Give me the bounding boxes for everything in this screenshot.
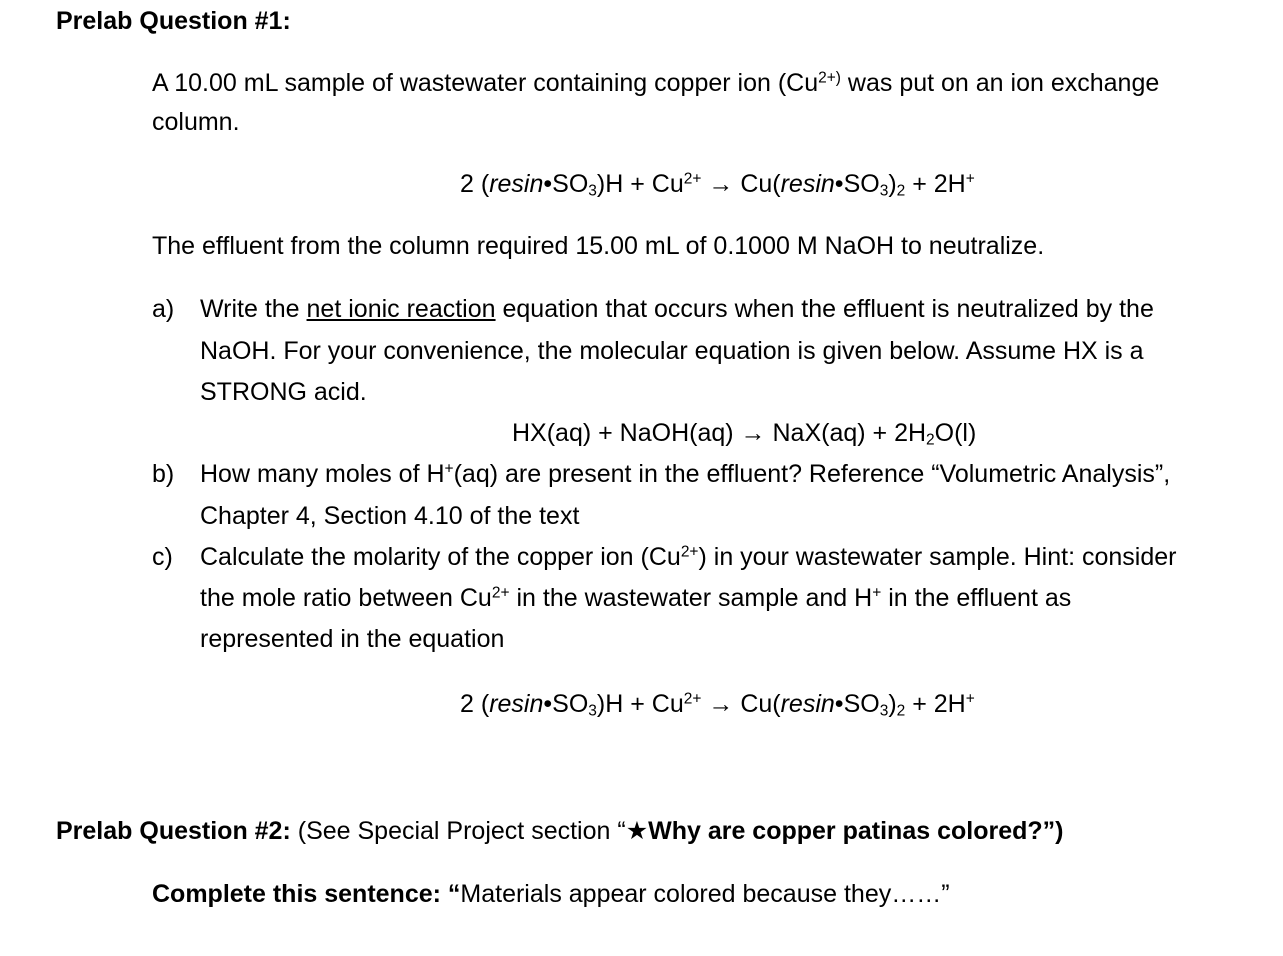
mol-eq-pre: HX(aq) + NaOH(aq) → NaX(aq) + 2H xyxy=(512,419,927,447)
question-1-title-text: Prelab Question #1: xyxy=(56,7,291,35)
intro-line-2 xyxy=(152,110,240,135)
part-c-line-2 xyxy=(200,586,1071,611)
part-c-l1-pre: Calculate the molarity of the copper ion (Cu xyxy=(200,543,681,571)
eq1-sub3-2: 3 xyxy=(879,182,889,200)
eq1-sub3: 3 xyxy=(588,182,597,200)
mol-eq-post: O(l) xyxy=(934,419,977,447)
part-c-l2-pre: the mole ratio between Cu xyxy=(200,584,492,612)
part-b-l2-text: Chapter 4, Section 4.10 of the text xyxy=(200,502,580,530)
eq1-sup2plus: 2+ xyxy=(683,170,702,188)
part-c-line-3 xyxy=(200,627,504,652)
part-b-marker xyxy=(152,462,174,487)
complete-label: Complete this sentence: “ xyxy=(152,880,461,908)
eq1-tail: + 2H xyxy=(905,170,966,198)
intro-line-1-post: was put on an ion exchange xyxy=(840,69,1160,97)
part-a-l3-text: STRONG acid. xyxy=(200,378,367,406)
part-c-marker xyxy=(152,545,173,570)
eq2-bullet: • xyxy=(543,690,553,718)
part-c-l1-sup: 2+ xyxy=(680,543,699,561)
eq2-resin-2: resin xyxy=(780,690,835,718)
eq1-bullet-2: • xyxy=(834,170,844,198)
eq2-sup2plus: 2+ xyxy=(683,690,702,708)
part-a-l1-post: equation that occurs when the effluent is neutralized by the xyxy=(495,295,1154,323)
part-c-marker-text: c) xyxy=(152,543,173,571)
complete-sentence xyxy=(152,882,950,907)
molecular-equation xyxy=(512,419,977,449)
question-2-title: Prelab Question #2: xyxy=(56,817,291,845)
question-2-note-bold: Why are copper patinas colored? xyxy=(648,817,1043,845)
effluent-sentence xyxy=(152,234,1044,259)
part-a-marker xyxy=(152,297,174,322)
part-b-l1-post: (aq) are present in the effluent? Reference “Volumetric Analysis”, xyxy=(453,460,1171,488)
intro-line-1-sup: 2+) xyxy=(818,69,841,87)
part-b-l1-sup: + xyxy=(444,460,454,478)
star-icon: ★ xyxy=(625,817,649,845)
eq1-sub2: 2 xyxy=(896,182,906,200)
part-a-line-3 xyxy=(200,380,367,405)
resin-equation-1 xyxy=(460,170,975,200)
eq2-resin: resin xyxy=(489,690,544,718)
part-a-line-1 xyxy=(200,297,1154,322)
part-b-line-1 xyxy=(200,462,1170,487)
eq2-so-2: SO xyxy=(843,690,880,718)
part-c-l2-sup2: + xyxy=(872,584,882,602)
part-c-l2-post: in the effluent as xyxy=(881,584,1072,612)
eq2-sub3: 3 xyxy=(588,702,597,720)
eq1-h-plus-cu: )H + Cu xyxy=(596,170,684,198)
eq1-bullet: • xyxy=(543,170,553,198)
eq1-hplus: + xyxy=(965,170,975,188)
eq2-sub3-2: 3 xyxy=(879,702,889,720)
part-a-l1-pre: Write the xyxy=(200,295,307,323)
eq1-arrow: → Cu( xyxy=(701,170,781,198)
eq2-arrow: → Cu( xyxy=(701,690,781,718)
part-c-l2-sup: 2+ xyxy=(491,584,510,602)
complete-text: Materials appear colored because they……” xyxy=(460,880,950,908)
part-c-l3-text: represented in the equation xyxy=(200,625,505,653)
eq1-resin-2: resin xyxy=(780,170,835,198)
eq2-coef: 2 ( xyxy=(460,690,490,718)
eq2-bullet-2: • xyxy=(834,690,844,718)
eq1-so-2: SO xyxy=(843,170,880,198)
question-2-note-pre: (See Special Project section “ xyxy=(290,817,626,845)
effluent-text: The effluent from the column required 15.00 mL of 0.1000 M NaOH to neutralize. xyxy=(152,232,1045,260)
part-c-line-1 xyxy=(200,545,1176,570)
part-a-l2-text: NaOH. For your convenience, the molecular equation is given below. Assume HX is a xyxy=(200,337,1144,365)
part-a-line-2 xyxy=(200,339,1144,364)
question-2-note-post: ”) xyxy=(1042,817,1064,845)
part-c-l2-mid: in the wastewater sample and H xyxy=(509,584,873,612)
eq2-so: SO xyxy=(552,690,589,718)
mol-eq-sub: 2 xyxy=(926,431,935,449)
eq2-sub2: 2 xyxy=(896,702,906,720)
eq2-hplus: + xyxy=(965,690,975,708)
intro-line-1-pre: A 10.00 mL sample of wastewater containing copper ion (Cu xyxy=(152,69,819,97)
eq1-coef: 2 ( xyxy=(460,170,490,198)
eq2-h-plus-cu: )H + Cu xyxy=(596,690,684,718)
eq2-close: ) xyxy=(888,690,897,718)
eq1-close: ) xyxy=(888,170,897,198)
eq1-so: SO xyxy=(552,170,589,198)
intro-line-2-text: column. xyxy=(152,108,240,136)
question-2-heading xyxy=(56,819,1063,844)
eq2-tail: + 2H xyxy=(905,690,966,718)
eq1-resin: resin xyxy=(489,170,544,198)
part-b-line-2 xyxy=(200,504,579,529)
part-b-marker-text: b) xyxy=(152,460,175,488)
part-a-marker-text: a) xyxy=(152,295,175,323)
intro-line-1 xyxy=(152,71,1159,96)
part-b-l1-pre: How many moles of H xyxy=(200,460,445,488)
question-1-title xyxy=(56,9,291,34)
resin-equation-2 xyxy=(460,690,975,720)
part-a-l1-underlined: net ionic reaction xyxy=(306,295,496,323)
part-c-l1-post: ) in your wastewater sample. Hint: consider xyxy=(698,543,1177,571)
